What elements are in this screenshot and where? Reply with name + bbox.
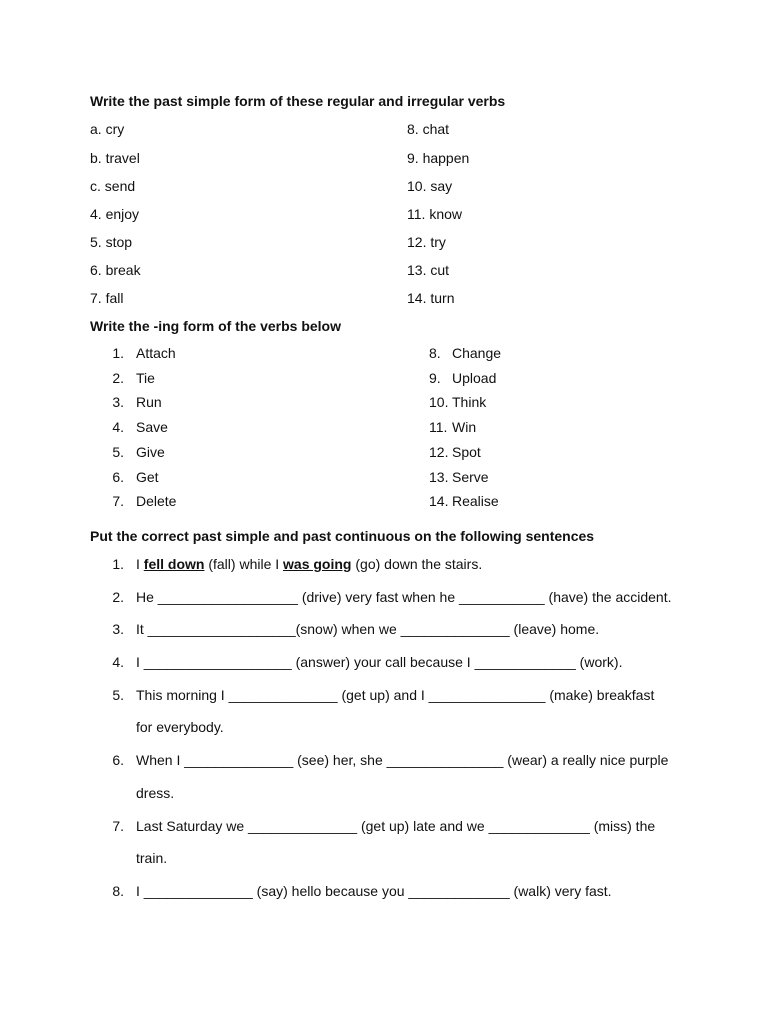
list-item: 9. happen [407, 150, 470, 166]
list-number: 7. [112, 493, 124, 509]
sentence-text: I [136, 556, 144, 572]
sentence-text: (go) down the stairs. [351, 556, 483, 572]
list-item: a. cry [90, 121, 125, 137]
list-number: 9. [429, 370, 441, 386]
list-item: 6. break [90, 262, 141, 278]
sentence-4: I ___________________ (answer) your call because I _____________ (work). [136, 654, 623, 670]
list-item: Win [452, 419, 477, 435]
list-number: 2. [112, 589, 124, 605]
list-item: 8. chat [407, 121, 450, 137]
sentence-7-line1: Last Saturday we ______________ (get up) late and we _____________ (miss) the [136, 818, 656, 834]
list-item: Change [452, 345, 502, 361]
section3-heading: Put the correct past simple and past continuous on the following sentences [90, 528, 595, 544]
sentence-1 [136, 556, 482, 572]
list-item: 13. cut [407, 262, 450, 278]
list-number: 8. [112, 883, 124, 899]
sentence-3: It ___________________(snow) when we ______________ (leave) home. [136, 621, 600, 637]
list-number: 6. [112, 469, 124, 485]
list-number: 4. [112, 419, 124, 435]
sentence-5-line1: This morning I ______________ (get up) and I _______________ (make) breakfast [136, 687, 655, 703]
list-item: Serve [452, 469, 489, 485]
list-item: Get [136, 469, 159, 485]
list-number: 1. [112, 345, 124, 361]
section2-heading: Write the -ing form of the verbs below [90, 318, 341, 334]
list-number: 5. [112, 444, 124, 460]
list-item: Save [136, 419, 168, 435]
list-item: Spot [452, 444, 481, 460]
sentence-2: He __________________ (drive) very fast when he ___________ (have) the accident. [136, 589, 672, 605]
sentence-8: I ______________ (say) hello because you _____________ (walk) very fast. [136, 883, 612, 899]
answer-text: fell down [143, 556, 205, 572]
list-number: 3. [112, 621, 124, 637]
list-number: 2. [112, 370, 124, 386]
sentence-text: (fall) while I [204, 556, 284, 572]
sentence-6-line2: dress. [136, 785, 175, 801]
list-number: 7. [112, 818, 124, 834]
list-item: Run [136, 394, 162, 410]
list-item: 11. know [407, 206, 462, 222]
list-number: 14. [429, 493, 449, 509]
list-number: 10. [429, 394, 449, 410]
list-item: Tie [136, 370, 155, 386]
list-number: 1. [112, 556, 124, 572]
list-item: b. travel [90, 150, 140, 166]
list-number: 3. [112, 394, 124, 410]
list-item: Delete [136, 493, 177, 509]
sentence-5-line2: for everybody. [136, 719, 224, 735]
sentence-7-line2: train. [136, 850, 168, 866]
section1-heading: Write the past simple form of these regular and irregular verbs [90, 93, 506, 109]
list-number: 8. [429, 345, 441, 361]
sentence-6-line1: When I ______________ (see) her, she _______________ (wear) a really nice purple [136, 752, 669, 768]
list-item: Attach [136, 345, 176, 361]
list-item: 7. fall [90, 290, 124, 306]
list-number: 5. [112, 687, 124, 703]
list-item: 12. try [407, 234, 446, 250]
list-item: c. send [90, 178, 136, 194]
list-number: 11. [429, 419, 448, 435]
list-item: 5. stop [90, 234, 133, 250]
list-number: 13. [429, 469, 449, 485]
list-item: 4. enjoy [90, 206, 140, 222]
list-item: Think [452, 394, 487, 410]
list-item: Upload [452, 370, 497, 386]
list-item: Give [136, 444, 165, 460]
list-item: 10. say [407, 178, 453, 194]
list-item: Realise [452, 493, 499, 509]
list-number: 6. [112, 752, 124, 768]
list-number: 12. [429, 444, 449, 460]
answer-text: was going [283, 556, 352, 572]
list-number: 4. [112, 654, 124, 670]
list-item: 14. turn [407, 290, 455, 306]
